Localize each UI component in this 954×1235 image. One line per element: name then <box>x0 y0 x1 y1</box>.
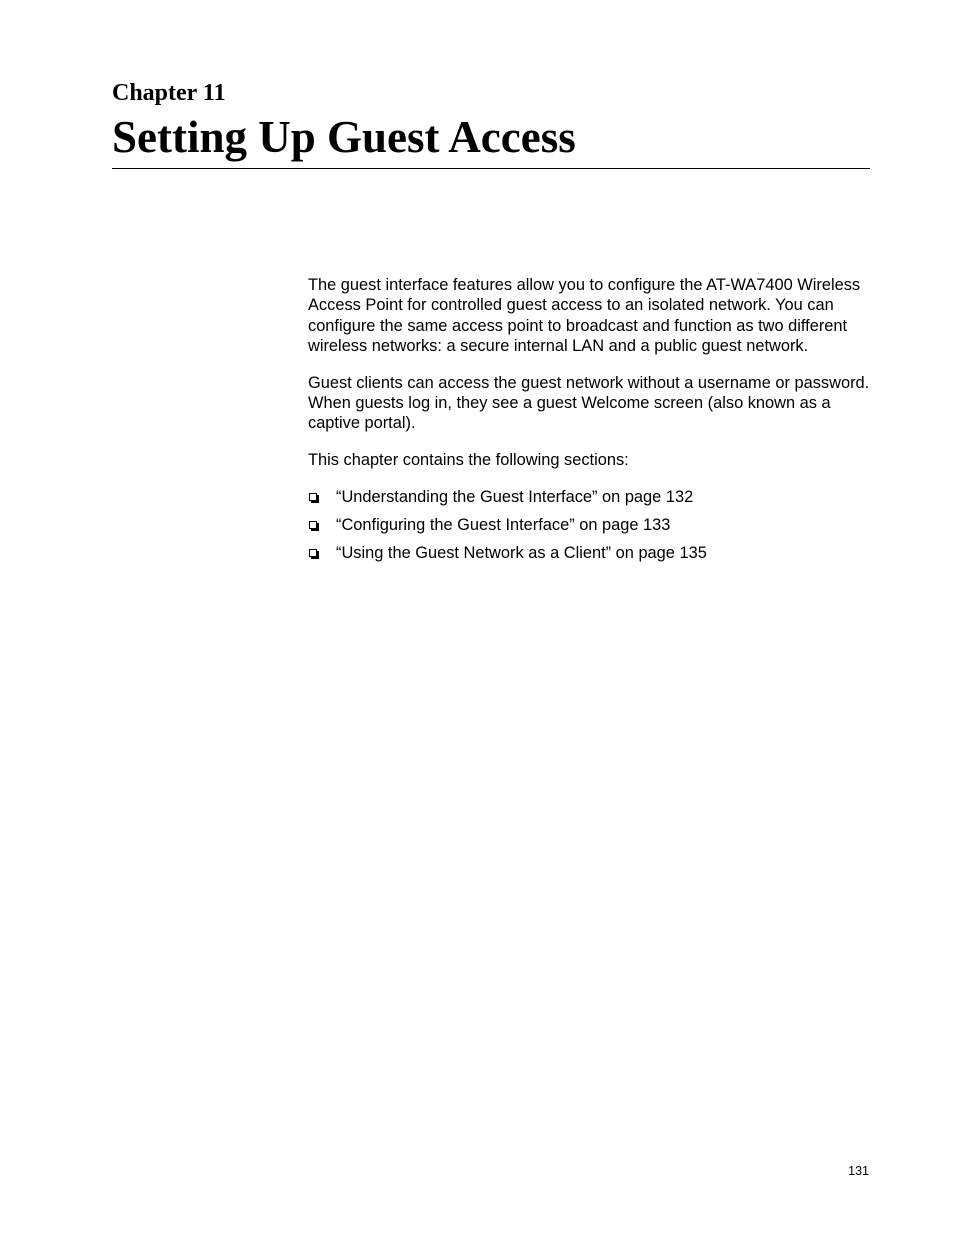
square-bullet-icon <box>309 521 317 529</box>
chapter-label: Chapter 11 <box>112 80 226 106</box>
section-link-label: “Understanding the Guest Interface” on page 132 <box>336 487 694 506</box>
section-list <box>308 487 874 563</box>
chapter-intro <box>308 275 874 571</box>
section-link-label: “Configuring the Guest Interface” on page 133 <box>336 515 671 534</box>
intro-paragraph-2: Guest clients can access the guest network without a username or password. When guests log in, they see a guest Welcome screen (also known as a captive portal). <box>308 373 870 433</box>
section-link-configuring[interactable] <box>308 515 874 535</box>
intro-paragraph-3: This chapter contains the following sections: <box>308 451 629 470</box>
page-number: 131 <box>848 1164 869 1178</box>
page-title: Setting Up Guest Access <box>112 112 576 162</box>
title-divider <box>112 168 870 169</box>
section-link-label: “Using the Guest Network as a Client” on page 135 <box>336 543 707 562</box>
intro-paragraph-1: The guest interface features allow you to configure the AT-WA7400 Wireless Access Point for controlled guest access to an isolated network. You can configure the same access point to broadcast and function as two different wireless networks: a secure internal LAN and a public guest network. <box>308 276 861 355</box>
square-bullet-icon <box>309 549 317 557</box>
section-link-using-client[interactable] <box>308 543 874 563</box>
square-bullet-icon <box>309 493 317 501</box>
section-link-understanding[interactable] <box>308 487 874 507</box>
